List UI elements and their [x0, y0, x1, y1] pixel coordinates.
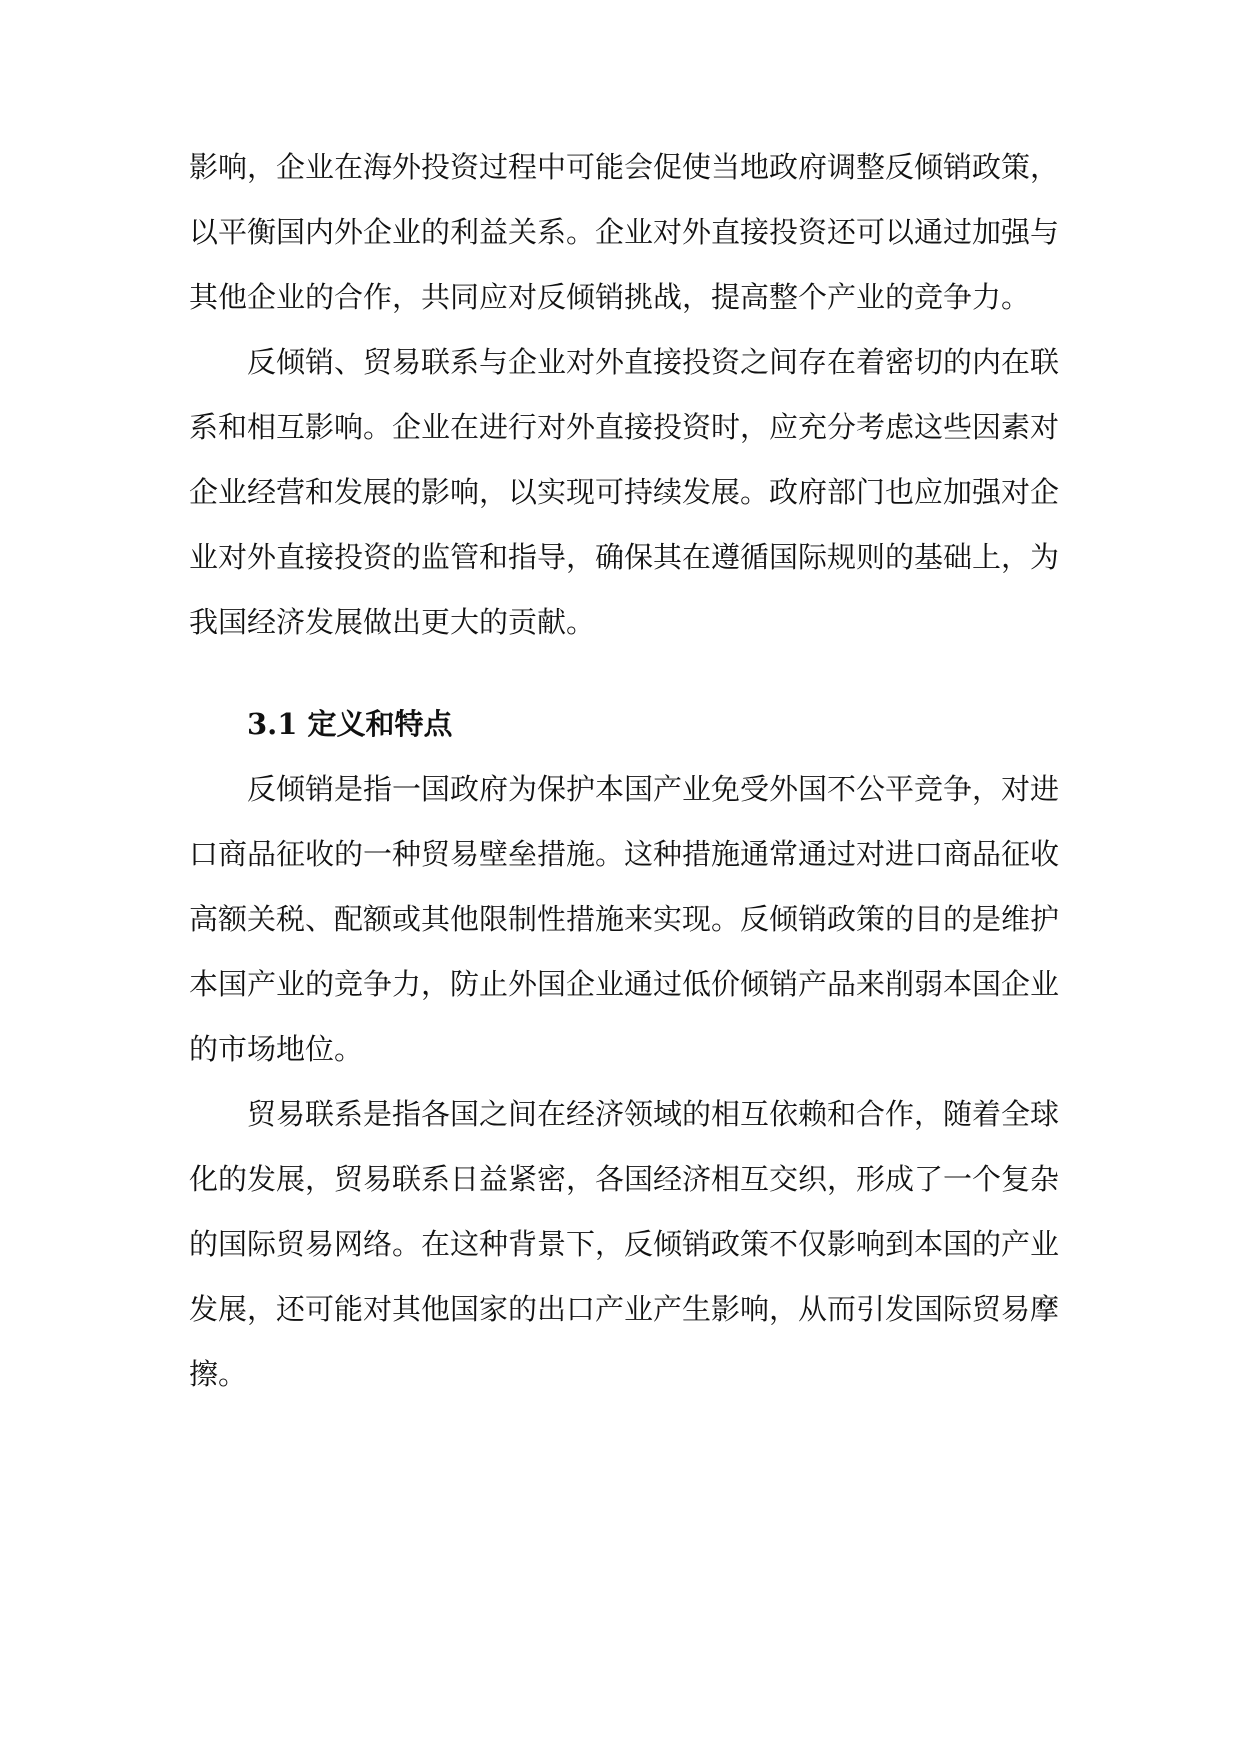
text-line: 反倾销是指一国政府为保护本国产业免受外国不公平竞争，对进: [247, 772, 1059, 806]
text-line: 高额关税、配额或其他限制性措施来实现。反倾销政策的目的是维护: [189, 902, 1059, 936]
text-line: 系和相互影响。企业在进行对外直接投资时，应充分考虑这些因素对: [189, 410, 1059, 444]
text-line: 我国经济发展做出更大的贡献。: [189, 605, 596, 639]
text-line: 的市场地位。: [189, 1032, 364, 1066]
document-body: [189, 135, 1059, 1407]
paragraph-continuation: [189, 135, 1059, 330]
text-line: 业对外直接投资的监管和指导，确保其在遵循国际规则的基础上，为: [189, 540, 1059, 574]
text-line: 影响，企业在海外投资过程中可能会促使当地政府调整反倾销政策，: [189, 150, 1059, 184]
paragraph-trade-linkage: [189, 1082, 1059, 1407]
text-line: 其他企业的合作，共同应对反倾销挑战，提高整个产业的竞争力。: [189, 280, 1031, 314]
section-heading: 3.1 定义和特点: [247, 707, 453, 741]
text-line: 擦。: [189, 1357, 248, 1391]
text-line: 企业经营和发展的影响，以实现可持续发展。政府部门也应加强对企: [189, 475, 1059, 509]
text-line: 本国产业的竞争力，防止外国企业通过低价倾销产品来削弱本国企业: [189, 967, 1059, 1001]
text-line: 贸易联系是指各国之间在经济领域的相互依赖和合作，随着全球: [247, 1097, 1059, 1131]
paragraph-summary: [189, 330, 1059, 655]
text-line: 化的发展，贸易联系日益紧密，各国经济相互交织，形成了一个复杂: [189, 1162, 1059, 1196]
text-line: 发展，还可能对其他国家的出口产业产生影响，从而引发国际贸易摩: [189, 1292, 1059, 1326]
text-line: 口商品征收的一种贸易壁垒措施。这种措施通常通过对进口商品征收: [189, 837, 1059, 871]
text-line: 的国际贸易网络。在这种背景下，反倾销政策不仅影响到本国的产业: [189, 1227, 1059, 1261]
text-line: 反倾销、贸易联系与企业对外直接投资之间存在着密切的内在联: [247, 345, 1059, 379]
text-line: 以平衡国内外企业的利益关系。企业对外直接投资还可以通过加强与: [189, 215, 1059, 249]
paragraph-anti-dumping-definition: [189, 757, 1059, 1082]
